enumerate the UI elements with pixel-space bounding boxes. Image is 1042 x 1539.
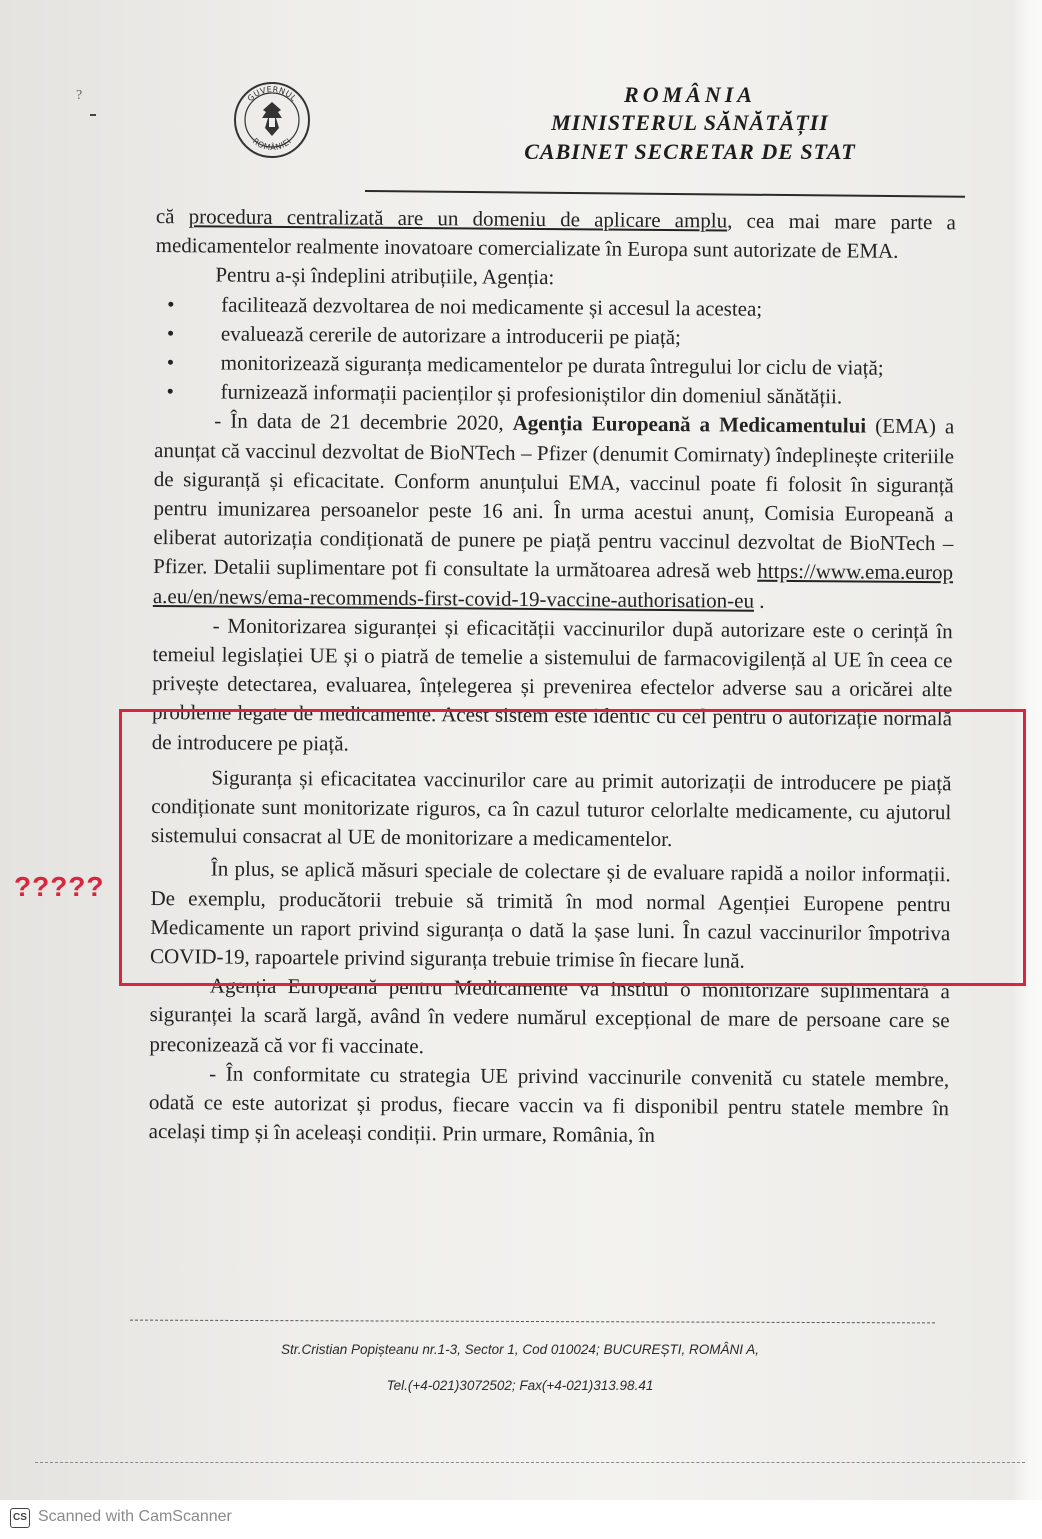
bullet-icon: • xyxy=(166,320,175,345)
government-crest-icon xyxy=(232,80,312,160)
margin-mark: ? xyxy=(76,88,83,103)
highlight-box xyxy=(119,709,1026,986)
list-item: • furnizează informații pacienților și profesioniștilor din domeniul sănătății. xyxy=(166,379,843,409)
header-rule xyxy=(365,190,965,198)
bullet-icon: • xyxy=(166,350,175,375)
list-item: • evaluează cererile de autorizare a introducerii pe piață; xyxy=(166,320,682,349)
ema-paragraph: - În data de 21 decembrie 2020, Agenția Europeană a Medicamentului (EMA) a anunțat că vaccinul dezvoltat de BioNTech – Pfizer (denumit Comirnaty) îndeplinește criteriile de siguranță și eficacitate. Conform anunțului EMA, vaccinul poate fi folosit în siguranță pentru imunizarea persoanelor peste 16 ani. În urma acestui anunț, Comisia Europeană a eliberat autorizația condiționată de punere pe piață pentru vaccinul dezvoltat de BioNTech – Pfizer. Detalii suplimentare pot fi consultate la următoarea adresă web https://www.ema.europa.eu/en/news/ema-recommends-first-covid-19-vaccine-authorisation-eu . xyxy=(152,408,955,613)
list-item: • monitorizează siguranța medicamentelor pe durata întregului lor ciclu de viață; xyxy=(166,350,884,380)
scanner-watermark xyxy=(0,1500,1042,1539)
additional-paragraph: În plus, se aplică măsuri speciale de colectare și de evaluare rapidă a noilor informații. De exemplu, producătorii trebuie să trimită în mod normal Agenției Europene pentru Medicamente un raport privind siguranța o dată la șase luni. În cazul vaccinurilor împotriva COVID-19, rapoartele privind siguranța trebuie trimise în fiecare lună. xyxy=(149,856,951,973)
bullet-icon: • xyxy=(167,291,175,316)
document-header xyxy=(480,82,900,166)
scanner-text: Scanned with CamScanner xyxy=(38,1508,232,1525)
document-body xyxy=(149,202,956,1153)
crest-bottom-text: ROMÂNIEI xyxy=(250,136,294,153)
margin-dash xyxy=(90,114,96,116)
centralized-procedure-text: procedura centralizată are un domeniu de aplicare amplu xyxy=(188,204,728,233)
question-annotation: ????? xyxy=(14,871,105,902)
agency-paragraph: Agenția Europeană pentru Medicamente va institui o monitorizare suplimentară a siguranței la scară largă, având în vedere numărul excepțional de mare de persoane care se preconizează că vor fi vaccinate. xyxy=(149,973,950,1058)
footer-rule xyxy=(130,1320,935,1324)
ema-name: Agenția Europeană a Medicamentului xyxy=(512,411,867,439)
ema-link[interactable]: https://www.ema.europa.eu/en/news/ema-recommends-first-covid-19-vaccine-authorisation-eu xyxy=(152,559,954,613)
cabinet-heading: CABINET SECRETAR DE STAT xyxy=(524,139,856,164)
country-heading: ROMÂNIA xyxy=(624,82,756,107)
strategy-paragraph: - În conformitate cu strategia UE privind vaccinurile convenită cu statele membre, odată ce este autorizat și produs, fiecare vaccin va fi disponibil pentru statele membre în același timp și în aceleași condiții. Prin urmare, România, în xyxy=(148,1061,950,1148)
safety-paragraph: Siguranța și eficacitatea vaccinurilor care au primit autorizații de introducere pe piață condiționate sunt monitorizate riguros, ca în cazul tuturor celorlalte medicamente, cu ajutorul sistemului consacrat al UE de monitorizare a medicamentelor. xyxy=(150,765,952,852)
ministry-heading: MINISTERUL SĂNĂTĂȚII xyxy=(551,110,829,135)
crest-top-text: GUVERNUL xyxy=(245,84,299,104)
monitoring-paragraph: - Monitorizarea siguranței și eficacității vaccinurilor după autorizare este o cerință în temeiul legislației UE și o piatră de temelie a sistemului de farmacovigilență al UE în ceea ce privește detectarea, evaluarea, înțelegerea și prevenirea efectelor adverse sau a oricărei alte probleme legate de medicamente. Acest sistem este identic cu cel pentru o autorizație normală de introducere pe piață. xyxy=(151,613,953,756)
list-item: • facilitează dezvoltarea de noi medicamente și accesul la acestea; xyxy=(167,291,763,321)
footer-address: Str.Cristian Popișteanu nr.1-3, Sector 1, Cod 010024; BUCUREȘTI, ROMÂNI A, xyxy=(281,1342,759,1357)
camscanner-icon: CS xyxy=(10,1508,30,1528)
svg-text:ROMÂNIEI xyxy=(251,136,293,152)
tasks-intro: Pentru a-și îndeplini atribuțiile, Agenția: xyxy=(215,262,555,290)
intro-paragraph: că procedura centralizată are un domeniu de aplicare amplu, cea mai mare parte a medicamentelor realmente inovatoare comercializate în Europa sunt autorizate de EMA. xyxy=(155,203,956,264)
bottom-rule xyxy=(35,1462,1025,1463)
footer-contact: Tel.(+4-021)3072502; Fax(+4-021)313.98.41 xyxy=(386,1378,654,1393)
bullet-icon: • xyxy=(166,379,174,404)
